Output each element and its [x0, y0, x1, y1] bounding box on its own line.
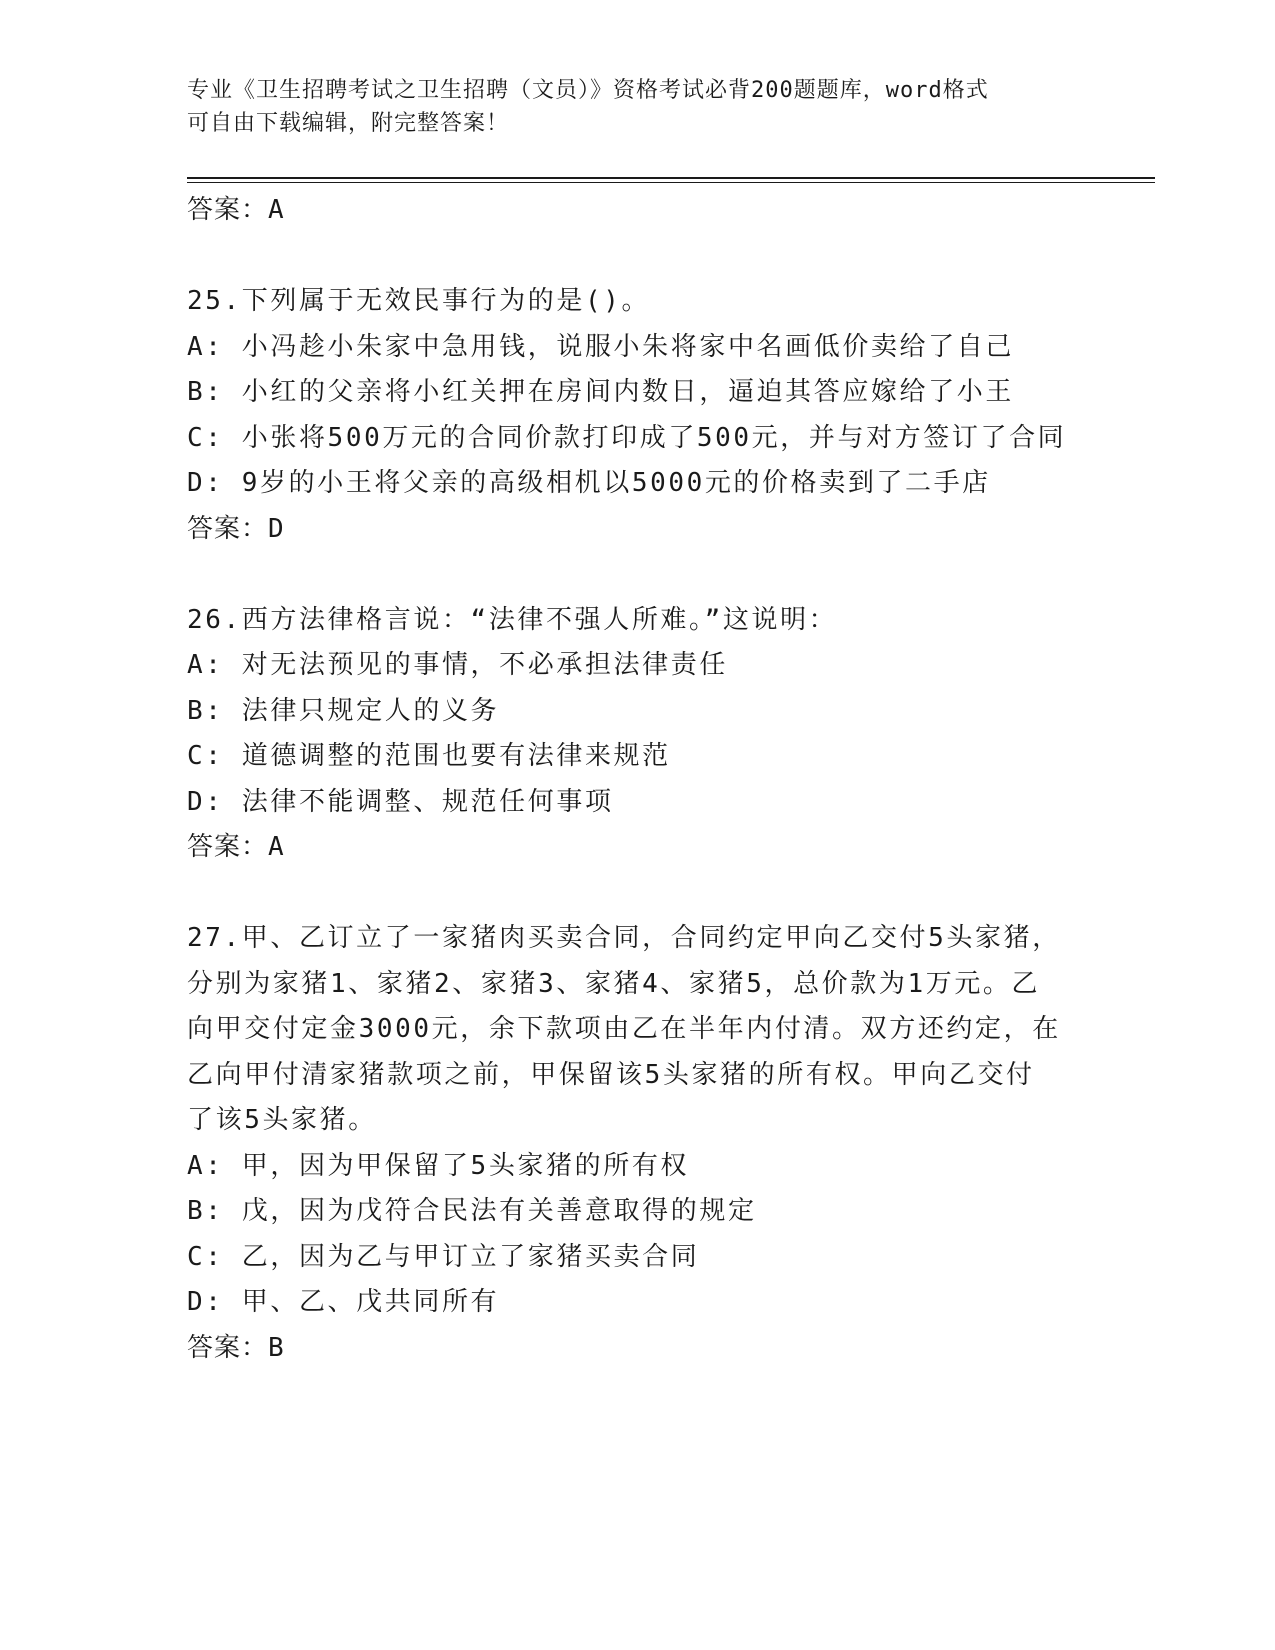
option-a: A: 小冯趁小朱家中急用钱，说服小朱将家中名画低价卖给了自己 — [187, 331, 1014, 362]
question-stem-line-2: 分别为家猪1、家猪2、家猪3、家猪4、家猪5，总价款为1万元。乙 — [187, 968, 1041, 999]
option-a: A: 对无法预见的事情，不必承担法律责任 — [187, 650, 728, 680]
previous-answer: 答案：A — [187, 195, 285, 225]
question-stem: 25.下列属于无效民事行为的是()。 — [187, 286, 651, 316]
option-c: C: 小张将500万元的合同价款打印成了500元，并与对方签订了合同 — [187, 422, 1067, 453]
option-b: B: 小红的父亲将小红关押在房间内数日，逼迫其答应嫁给了小王 — [187, 377, 1014, 407]
option-b: B: 法律只规定人的义务 — [187, 695, 500, 726]
question-26 — [187, 598, 1155, 871]
option-c: C: 乙，因为乙与甲订立了家猪买卖合同 — [187, 1241, 700, 1272]
header-line-1: 专业《卫生招聘考试之卫生招聘（文员）》资格考试必背200题题库，word格式 — [187, 78, 989, 103]
option-b: B: 戊，因为戊符合民法有关善意取得的规定 — [187, 1196, 757, 1226]
question-list — [187, 188, 1155, 1371]
answer: 答案：B — [187, 1332, 285, 1363]
question-25 — [187, 279, 1155, 552]
question-stem-line-1: 27.甲、乙订立了一家猪肉买卖合同，合同约定甲向乙交付5头家猪， — [187, 923, 1061, 953]
option-a: A: 甲，因为甲保留了5头家猪的所有权 — [187, 1150, 690, 1181]
option-d: D: 法律不能调整、规范任何事项 — [187, 786, 614, 817]
answer: 答案：D — [187, 513, 285, 544]
header-rule-thin — [187, 182, 1155, 183]
question-stem-line-4: 乙向甲付清家猪款项之前，甲保留该5头家猪的所有权。甲向乙交付 — [187, 1059, 1035, 1090]
option-d: D: 甲、乙、戊共同所有 — [187, 1287, 500, 1317]
header-line-2: 可自由下载编辑，附完整答案！ — [187, 111, 510, 136]
question-stem: 26.西方法律格言说：“法律不强人所难。”这说明： — [187, 604, 838, 635]
option-d: D: 9岁的小王将父亲的高级相机以5000元的价格卖到了二手店 — [187, 468, 991, 498]
option-c: C: 道德调整的范围也要有法律来规范 — [187, 741, 671, 771]
question-stem-line-3: 向甲交付定金3000元，余下款项由乙在半年内付清。双方还约定，在 — [187, 1014, 1061, 1044]
header-rule — [187, 177, 1155, 179]
question-stem-line-5: 了该5头家猪。 — [187, 1105, 377, 1135]
answer: 答案：A — [187, 832, 285, 862]
document-header — [187, 74, 1087, 140]
question-27 — [187, 916, 1155, 1371]
